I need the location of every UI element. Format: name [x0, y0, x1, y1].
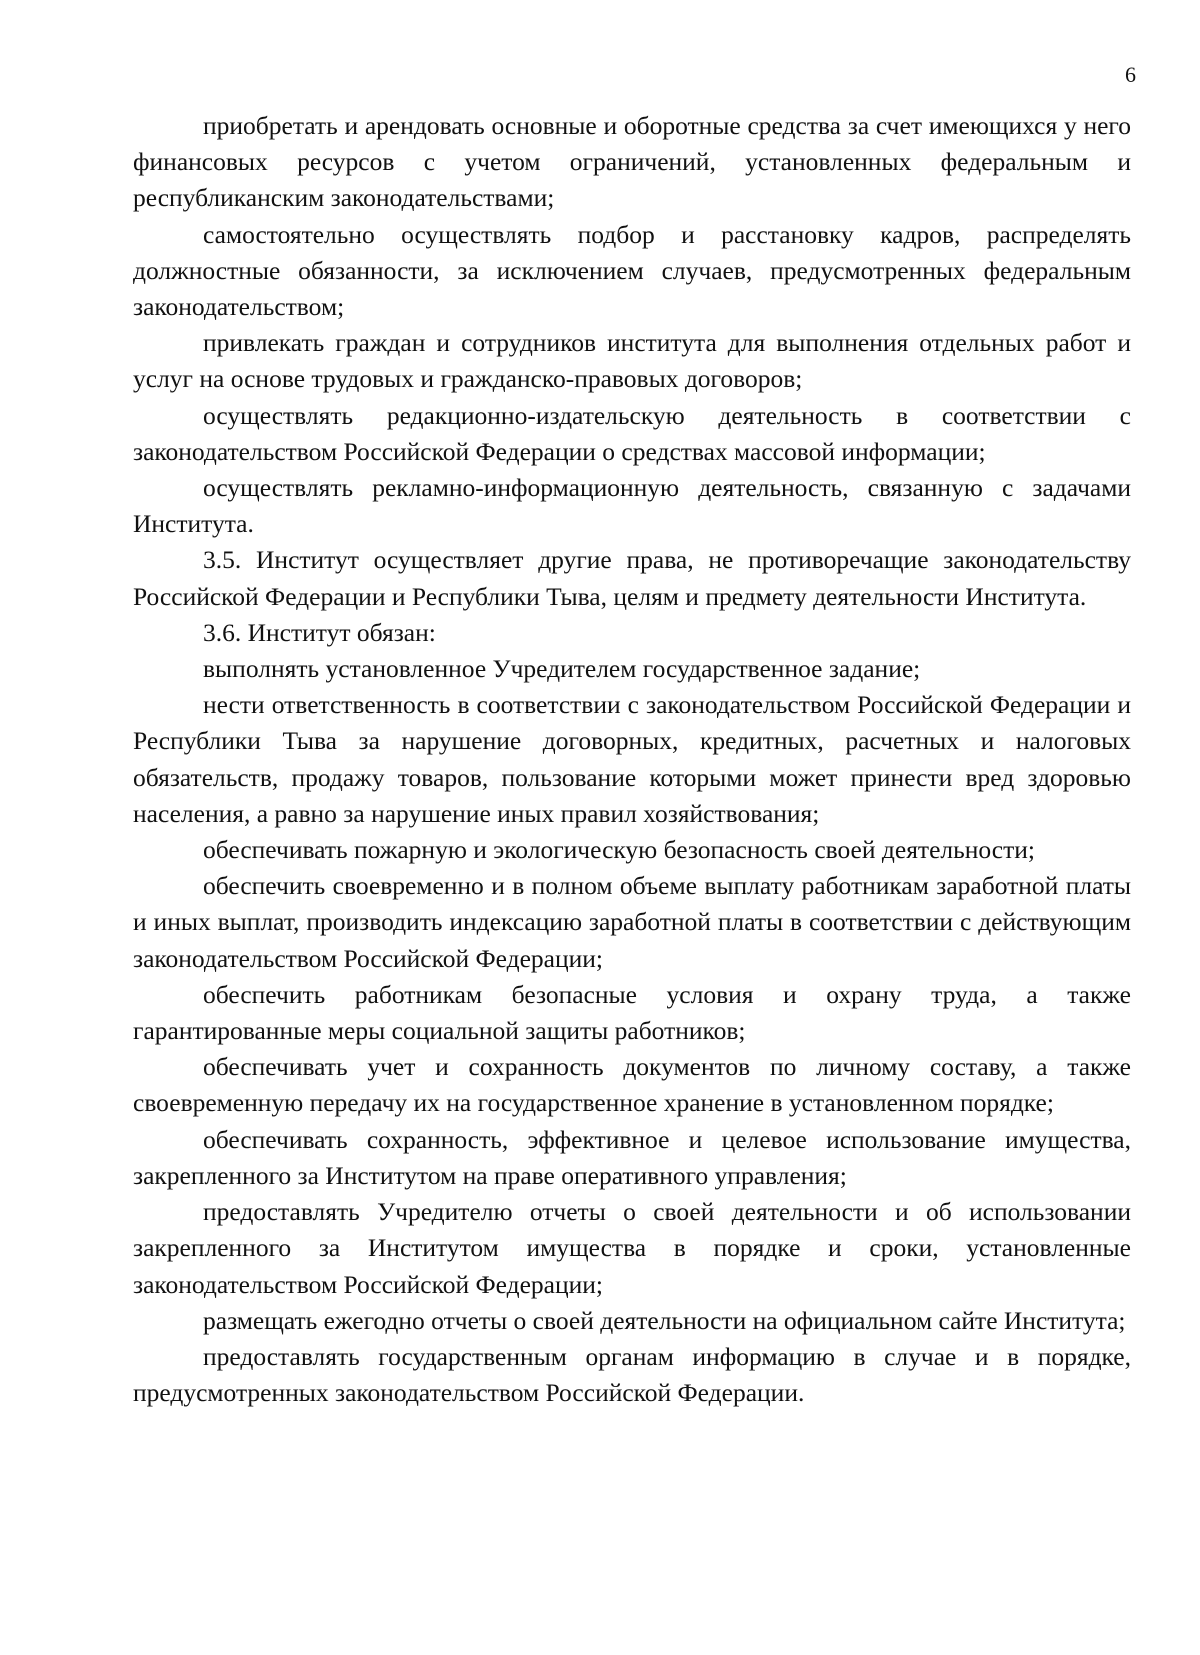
paragraph: предоставлять Учредителю отчеты о своей деятельности и об использовании закрепленного за Институтом имущества в порядке и сроки, установленные законодательством Российской Федерации; [133, 1197, 1131, 1299]
paragraph: привлекать граждан и сотрудников института для выполнения отдельных работ и услуг на основе трудовых и гражданско-правовых договоров; [133, 328, 1131, 394]
paragraph: самостоятельно осуществлять подбор и расстановку кадров, распределять должностные обязанности, за исключением случаев, предусмотренных федеральным законодательством; [133, 219, 1131, 322]
paragraph: обеспечивать пожарную и экологическую безопасность своей деятельности; [203, 835, 1035, 865]
paragraph: предоставлять государственным органам информацию в случае и в порядке, предусмотренных законодательством Российской Федерации. [133, 1341, 1131, 1408]
paragraph: обеспечивать сохранность, эффективное и целевое использование имущества, закрепленного за Институтом на праве оперативного управления; [133, 1124, 1131, 1190]
paragraph: осуществлять редакционно-издательскую деятельность в соответствии с законодательством Российской Федерации о средствах массовой информации; [133, 400, 1131, 466]
section-3-6-heading: 3.6. Институт обязан: [203, 617, 436, 647]
paragraph: приобретать и арендовать основные и оборотные средства за счет имеющихся у него финансовых ресурсов с учетом ограничений, установленных федеральным и республиканским законодательствами; [133, 111, 1131, 213]
page-number: 6 [1125, 62, 1136, 87]
paragraph: обеспечить своевременно и в полном объеме выплату работникам заработной платы и иных выплат, производить индексацию заработной платы в соответствии с действующим законодательством Российской Федерации; [133, 871, 1131, 973]
paragraph: размещать ежегодно отчеты о своей деятельности на официальном сайте Института; [203, 1305, 1126, 1335]
section-3-5-paragraph: 3.5. Институт осуществляет другие права, не противоречащие законодательству Российской Федерации и Республики Тыва, целям и предмету деятельности Института. [133, 545, 1131, 611]
paragraph: обеспечивать учет и сохранность документов по личному составу, а также своевременную передачу их на государственное хранение в установленном порядке; [133, 1052, 1131, 1118]
paragraph: осуществлять рекламно-информационную деятельность, связанную с задачами Института. [133, 473, 1131, 539]
paragraph: обеспечить работникам безопасные условия и охрану труда, а также гарантированные меры социальной защиты работников; [133, 979, 1131, 1046]
document-body [133, 108, 1131, 1411]
paragraph: выполнять установленное Учредителем государственное задание; [203, 654, 921, 684]
paragraph: нести ответственность в соответствии с законодательством Российской Федерации и Республики Тыва за нарушение договорных, кредитных, расчетных и налоговых обязательств, продажу товаров, пользование которыми может принести вред здоровью населения, а равно за нарушение иных правил хозяйствования; [133, 690, 1131, 828]
